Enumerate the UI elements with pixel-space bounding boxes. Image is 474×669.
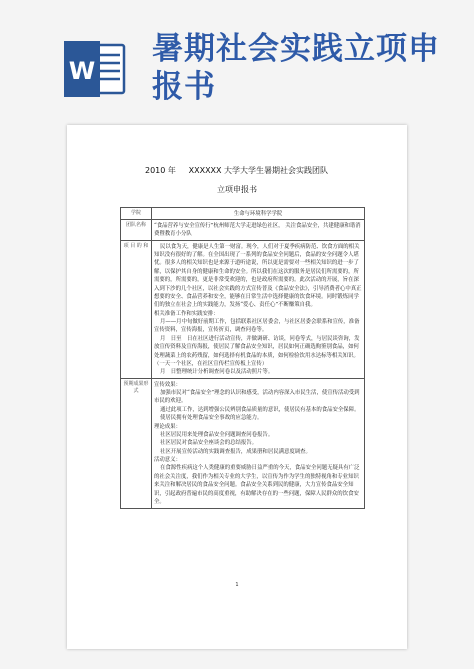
plan-line: 月——月中旬做好前期工作，包括联系社区居委会，与社区居委会联系和宣传，准备宣传资料，宣传海报，宣传折页，调查问卷等。 <box>154 319 360 334</box>
result-line: 理论成果： <box>154 423 181 430</box>
page-title: 暑期社会实践立项申报书 <box>152 31 440 105</box>
heading-team: XXXXXX 大学大学生暑期社会实践团队 <box>188 166 329 175</box>
page-number: 1 <box>235 582 239 588</box>
purpose-cell <box>152 241 365 379</box>
college-label: 学院 <box>121 208 152 220</box>
table-row <box>121 241 365 379</box>
college-value: 生命与环境科学学院 <box>152 208 365 220</box>
purpose-paragraph: 民以食为天，健康是人生第一财富。现今，人们对于夏季疾病防范、饮食方面的相关知识没有很好的了解。在全国出现了一系列的食品安全问题后，食品的安全问题令人堪忧。很多人的相关知识也是来源于道听途说，所以更是需要对一些相关知识的进一步了解，以保护其自身的健康和生命的安全。所以我们在这次的服务是居民们所需要的，所需要的，所需要的，更是非常受欢迎的，也是政府所需要的。此次活动的开展，旨在深入到下沙的几个社区，以社会实践的方式宣传普及《食品安全法》，引导消费者心中真正想要的安全、食品营养和安全，能够在日常生活中选择健康的饮食环境。同时锻炼同学们的独立在社会上的实践能力，发扬“爱心、责任心”不断赚策自我。 <box>154 243 362 309</box>
result-line: 社区开展宣传活动的实践调查报告，成果册和居民满意度调查。 <box>160 448 311 455</box>
result-line: 宣传效果： <box>154 381 181 388</box>
plan-line: 月 日整理统计分析调查问卷以及活动照片等。 <box>160 369 274 376</box>
heading-sub: 立项申报书 <box>217 185 257 194</box>
result-label: 预期成果形式 <box>121 379 152 509</box>
table-row <box>121 379 365 509</box>
result-line: 社区居民对食品安全座谈会的总结报告。 <box>160 440 258 447</box>
result-line: 社区居民用来处理食品安全问题调查问卷报告。 <box>160 431 274 438</box>
team-label: 团队名称 <box>121 220 152 241</box>
team-value: “食品营养与安全宣传行”杭州师范大学走进绿色社区， 关注食品安全，共建健康和谐消费暨教育小分队 <box>152 220 365 241</box>
heading-line <box>145 165 328 176</box>
result-cell <box>152 379 365 509</box>
result-line: 通过此项工作，达到增强公民辨别食品质量的意识，使居民有基本的食品安全保障。 <box>160 406 360 413</box>
plan-heading: 相关准备工作和实践安排： <box>154 310 219 317</box>
purpose-label: 项 目 的 和 <box>121 241 152 379</box>
result-line: 活动意义： <box>154 457 181 463</box>
document-page <box>67 125 407 649</box>
heading-year: 2010 年 <box>145 166 176 175</box>
svg-text:W: W <box>68 57 96 85</box>
table-row <box>121 208 365 220</box>
result-line: 加强市民对“食品安全”理念的认识和感受，活动内容深入市民生活，使宣传活动受到市民的欢迎。 <box>154 390 360 405</box>
plan-line: 月 日至 日在社区进行活动宣传，并做调研、访谈，问卷等式，与居民谈咨询，发放宣传资料及宣传海报，使居民了解食品安全知识，居民如何正确选购鉴别食品，如何处理蔬菜上的农药残留，如何选择有机食品的本质，如何检验饮用水达标等相关知识。（一天一个社区，在社区宣传栏宣传板上宣传） <box>154 335 360 367</box>
application-form-table <box>120 207 365 509</box>
banner <box>0 0 474 112</box>
word-icon <box>64 41 126 97</box>
result-line: 使居民拥有处理食品安全事故的应急能力。 <box>160 415 263 422</box>
result-line: 在食源性疾病这个人类健康的重要威胁日益严重的今天，食品安全问题无疑具有广泛的社会关注度，我们作为相关专业的大学生，以宣传为作为学生的独特视角和专业知识来关注和解决居民的食品安全问题。食品安全关系到民的健康，大力宣传食品安全知识，引起政府普遍市民的高度重视，有助解决存在的一些问题，保障人民群众的饮食安全。 <box>154 465 360 505</box>
table-row <box>121 220 365 241</box>
